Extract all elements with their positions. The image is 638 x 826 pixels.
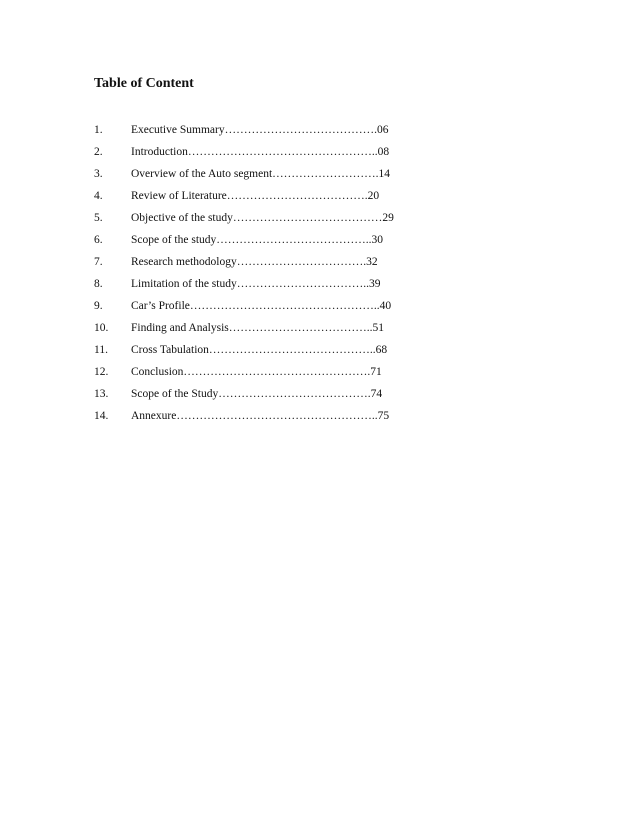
toc-entry-number: 4.	[94, 190, 103, 202]
toc-entry-number: 5.	[94, 212, 103, 224]
toc-entry	[94, 273, 394, 295]
toc-entry-text: Review of Literature……………………………….20	[131, 190, 380, 202]
toc-entry	[94, 185, 394, 207]
toc-list	[94, 119, 394, 427]
toc-entry-number: 13.	[94, 388, 109, 400]
toc-entry-number: 2.	[94, 146, 103, 158]
toc-entry-text: Annexure……………………………………………..75	[131, 410, 390, 422]
toc-entry	[94, 229, 394, 251]
toc-entry	[94, 141, 394, 163]
toc-entry-text: Executive Summary………………………………….06	[131, 124, 389, 136]
toc-entry	[94, 317, 394, 339]
toc-entry-number: 6.	[94, 234, 103, 246]
toc-entry-text: Scope of the Study………………………………….74	[131, 388, 383, 400]
toc-entry-number: 10.	[94, 322, 109, 334]
toc-entry-number: 14.	[94, 410, 109, 422]
toc-entry-number: 3.	[94, 168, 103, 180]
toc-entry-number: 1.	[94, 124, 103, 136]
page-title: Table of Content	[94, 76, 194, 91]
toc-entry	[94, 207, 394, 229]
toc-entry-number: 7.	[94, 256, 103, 268]
toc-entry-text: Conclusion………………………………………….71	[131, 366, 382, 378]
toc-entry	[94, 163, 394, 185]
toc-entry-number: 12.	[94, 366, 109, 378]
toc-entry-text: Overview of the Auto segment……………………….14	[131, 168, 391, 180]
toc-entry-text: Cross Tabulation……………………………………..68	[131, 344, 388, 356]
toc-entry-text: Research methodology…………………………….32	[131, 256, 378, 268]
toc-entry-number: 11.	[94, 344, 108, 356]
toc-entry-text: Scope of the study…………………………………..30	[131, 234, 384, 246]
toc-entry-text: Introduction…………………………………………..08	[131, 146, 390, 158]
toc-entry-number: 9.	[94, 300, 103, 312]
toc-entry	[94, 383, 394, 405]
toc-entry-text: Objective of the study…………………………………29	[131, 212, 394, 224]
toc-entry-text: Finding and Analysis………………………………..51	[131, 322, 385, 334]
toc-entry	[94, 405, 394, 427]
toc-entry	[94, 119, 394, 141]
toc-entry	[94, 295, 394, 317]
toc-entry	[94, 361, 394, 383]
toc-entry-number: 8.	[94, 278, 103, 290]
toc-entry	[94, 251, 394, 273]
toc-entry-text: Limitation of the study……………………………..39	[131, 278, 381, 290]
toc-entry-text: Car’s Profile…………………………………………..40	[131, 300, 392, 312]
toc-entry	[94, 339, 394, 361]
